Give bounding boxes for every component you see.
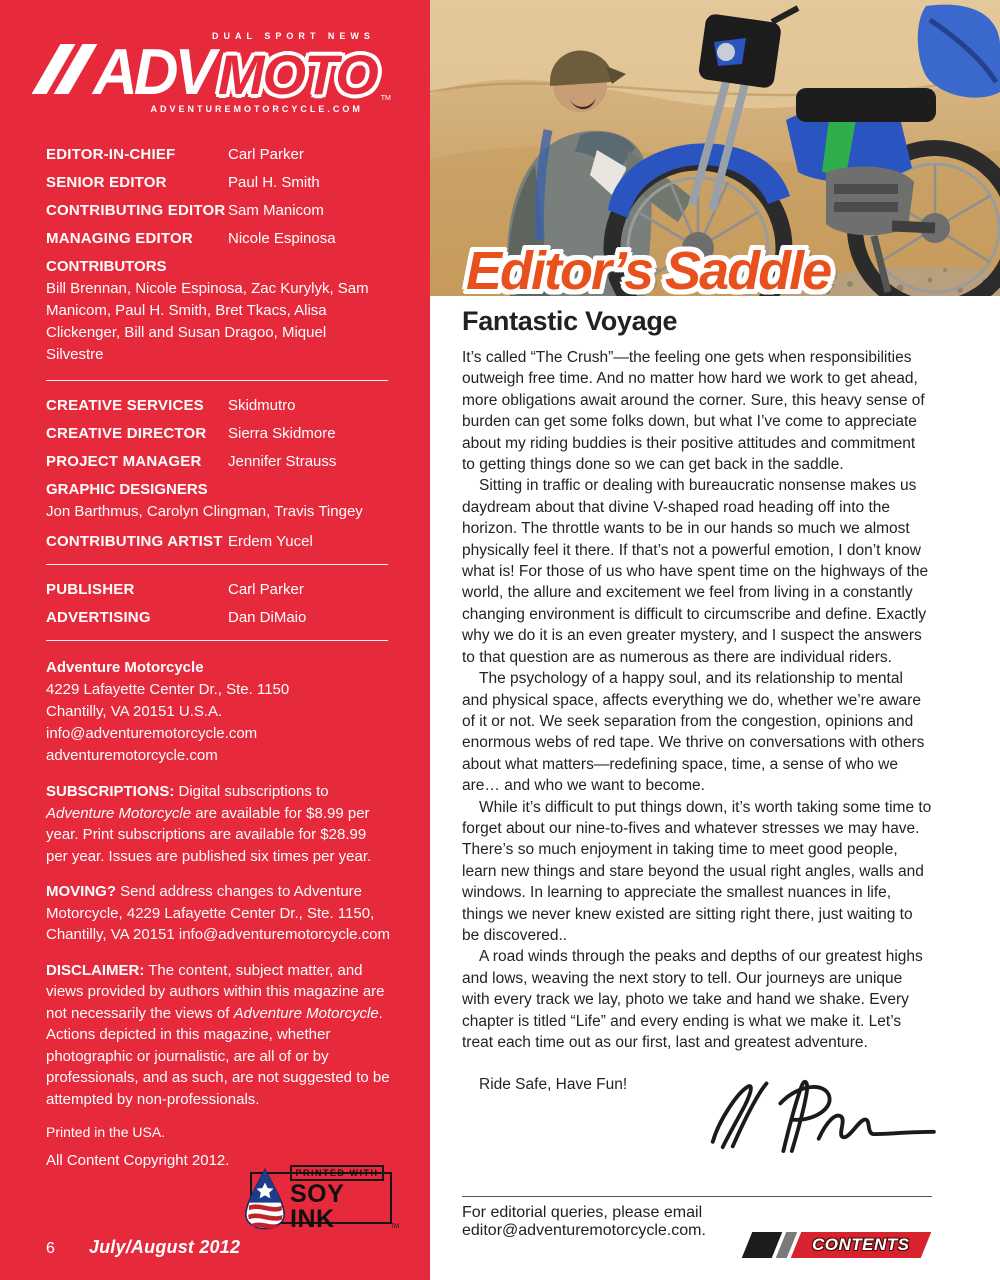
article-paragraph: The psychology of a happy soul, and its relationship to mental and physical space, affects everything we do, whether we’re aware of it or not. We seek separation from the congestion, opinions and enormous webs of red tape. We thrive on conversations with others about what matters—redefining space, time, a sense of who we are… and who we want to become. xyxy=(462,670,925,795)
masthead-row xyxy=(46,533,390,550)
role-label: PUBLISHER xyxy=(46,581,135,598)
subscriptions-magazine-name: Adventure Motorcycle xyxy=(46,804,192,822)
article-headline: Fantastic Voyage xyxy=(462,306,678,336)
designers-heading: GRAPHIC DESIGNERS xyxy=(46,481,208,498)
contents-button[interactable] xyxy=(747,1232,926,1258)
sidebar-divider xyxy=(46,564,388,565)
editorial-article xyxy=(462,306,932,1096)
moving-text: Send address changes to Adventure Motorcycle, 4229 Lafayette Center Dr., Ste. 1150, Chantilly, VA 20151 info@adventuremotorcycle.com xyxy=(46,883,391,943)
logo-trademark: TM xyxy=(380,95,391,103)
role-value: Dan DiMaio xyxy=(228,609,307,626)
page-number: 6 xyxy=(46,1240,55,1257)
article-closing: Ride Safe, Have Fun! xyxy=(479,1076,628,1094)
role-label: MANAGING EDITOR xyxy=(46,230,193,247)
role-label: PROJECT MANAGER xyxy=(46,453,202,470)
subscriptions-text: are available for $8.99 per year. Print subscriptions are available for $28.99 per year. Issues are published six times per year. xyxy=(46,804,372,865)
masthead-row xyxy=(46,453,390,470)
printed-in-usa: Printed in the USA. xyxy=(46,1124,166,1140)
role-value: Skidmutro xyxy=(228,397,296,414)
article-paragraph: While it’s difficult to put things down, it’s worth taking some time to forget about our nine-to-fives and whatever stresses we may have. There’s so much enjoyment in taking time to meet good people, learn new things and stare beyond the usual right angles, walls and windows. In learning to appreciate the smallest nuances in life, things we never knew existed are sitting right there, just waiting to be discovered.. xyxy=(462,798,932,944)
disclaimer-text: The content, subject matter, and views provided by authors within this magazine are not necessarily the views of xyxy=(46,961,385,1022)
moving-label: MOVING? xyxy=(46,883,116,900)
masthead-row xyxy=(46,581,390,598)
role-value: Carl Parker xyxy=(228,146,304,163)
soy-ink-trademark: TM xyxy=(390,1224,399,1230)
soy-ink-line1: PRINTED WITH xyxy=(290,1165,384,1181)
disclaimer-magazine-name: Adventure Motorcycle xyxy=(233,1004,379,1022)
address-line: Chantilly, VA 20151 U.S.A. xyxy=(46,703,223,720)
contributors-heading: CONTRIBUTORS xyxy=(46,258,167,275)
subscriptions-label: SUBSCRIPTIONS: xyxy=(46,783,175,800)
designers-names: Jon Barthmus, Carolyn Clingman, Travis Tingey xyxy=(46,503,363,520)
address-line: 4229 Lafayette Center Dr., Ste. 1150 xyxy=(46,681,290,698)
logo-adv-text: ADV xyxy=(93,35,212,109)
signature-icon xyxy=(702,1072,940,1164)
subscriptions-paragraph xyxy=(46,781,390,867)
soy-ink-line2: SOY INK xyxy=(290,1179,344,1233)
role-value: Sam Manicom xyxy=(228,202,324,219)
role-value: Paul H. Smith xyxy=(228,174,320,191)
section-title: Editor’s Saddle xyxy=(466,241,831,301)
masthead-row xyxy=(46,397,390,414)
masthead-row xyxy=(46,146,390,163)
role-value: Jennifer Strauss xyxy=(228,453,337,470)
company-name: Adventure Motorcycle xyxy=(46,659,204,676)
role-value: Nicole Espinosa xyxy=(228,230,336,247)
disclaimer-label: DISCLAIMER: xyxy=(46,961,145,979)
sidebar-footer xyxy=(46,1237,240,1258)
advmoto-logo xyxy=(46,31,391,124)
role-label: CONTRIBUTING ARTIST xyxy=(46,533,223,550)
role-value: Sierra Skidmore xyxy=(228,425,336,442)
logo-moto-text: MOTO xyxy=(217,43,377,106)
role-label: ADVERTISING xyxy=(46,609,151,626)
subscriptions-text: Digital subscriptions to xyxy=(174,783,329,800)
sidebar-divider xyxy=(46,380,388,381)
company-website: adventuremotorcycle.com xyxy=(46,747,218,764)
contents-button-label: CONTENTS xyxy=(811,1235,909,1254)
masthead-row xyxy=(46,230,390,247)
role-label: CREATIVE DIRECTOR xyxy=(46,425,207,442)
soy-ink-logo xyxy=(250,1167,399,1233)
contents-slash-icon xyxy=(741,1232,782,1258)
issue-date: July/August 2012 xyxy=(88,1237,241,1257)
article-paragraph: A road winds through the peaks and depths of our greatest highs and lows, weaving the next story to tell. Our journeys are unique with every track we lay, photo we take and hand we shake. Every chapter is titled “Life” and every ending is what we make it. Let’s treat each time out as our first, last and greatest adventure. xyxy=(462,948,923,1051)
logo-slashes-icon xyxy=(46,44,83,94)
soy-ink-drop-icon xyxy=(242,1165,288,1231)
masthead-sidebar xyxy=(0,0,430,1280)
contact-email: info@adventuremotorcycle.com xyxy=(46,725,258,742)
footer-divider xyxy=(462,1196,932,1197)
role-label: EDITOR-IN-CHIEF xyxy=(46,146,176,163)
moving-paragraph xyxy=(46,881,390,946)
role-value: Erdem Yucel xyxy=(228,533,313,550)
role-label: SENIOR EDITOR xyxy=(46,174,167,191)
role-label: CONTRIBUTING EDITOR xyxy=(46,202,226,219)
masthead-row xyxy=(46,202,390,219)
copyright-notice: All Content Copyright 2012. xyxy=(46,1152,230,1169)
masthead-row xyxy=(46,609,390,626)
role-label: CREATIVE SERVICES xyxy=(46,397,204,414)
address-block xyxy=(46,657,390,767)
article-paragraph: Sitting in traffic or dealing with bureaucratic nonsense makes us daydream about that divine V-shaped road heading off into the horizon. The throttle wants to be in our hands so much we almost physically feel it there. If that’s not a powerful emotion, I don’t know what is! For those of us who have spent time on the highways of the world, the allure and excitement we feel from living in a constantly changing environment is difficult to circumscribe and define. Exactly why we do it is an even greater mystery, and I suspect the answers to that question are as numerous as there are individual riders. xyxy=(462,477,929,666)
editorial-column xyxy=(430,0,1000,1280)
masthead-row xyxy=(46,174,390,191)
disclaimer-text: . Actions depicted in this magazine, whether photographic or journalistic, are all of or by professionals, and as such, are not suggested to be attempted by non-professionals. xyxy=(46,1004,390,1108)
role-value: Carl Parker xyxy=(228,581,304,598)
disclaimer-paragraph xyxy=(46,960,390,1111)
logo-tagline: DUAL SPORT NEWS xyxy=(212,31,375,41)
masthead-row xyxy=(46,425,390,442)
contributors-names: Bill Brennan, Nicole Espinosa, Zac Kurylyk, Sam Manicom, Paul H. Smith, Bret Tkacs, Alisa Clickenger, Bill and Susan Dragoo, Miquel Silvestre xyxy=(46,280,369,363)
logo-website: ADVENTUREMOTORCYCLE.COM xyxy=(150,104,363,115)
editorial-queries-note: For editorial queries, please email editor@adventuremotorcycle.com. xyxy=(462,1204,706,1239)
article-paragraph: It’s called “The Crush”—the feeling one gets when responsibilities outweigh free time. And no matter how hard we work to get ahead, more obligations await around the corner. Sure, this heavy sense of burden can get some folks down, but what I’ve come to appreciate about my riding buddies is their positive attitudes and commitment to getting things done so we can get back in the saddle. xyxy=(462,349,925,474)
sidebar-divider xyxy=(46,640,388,641)
